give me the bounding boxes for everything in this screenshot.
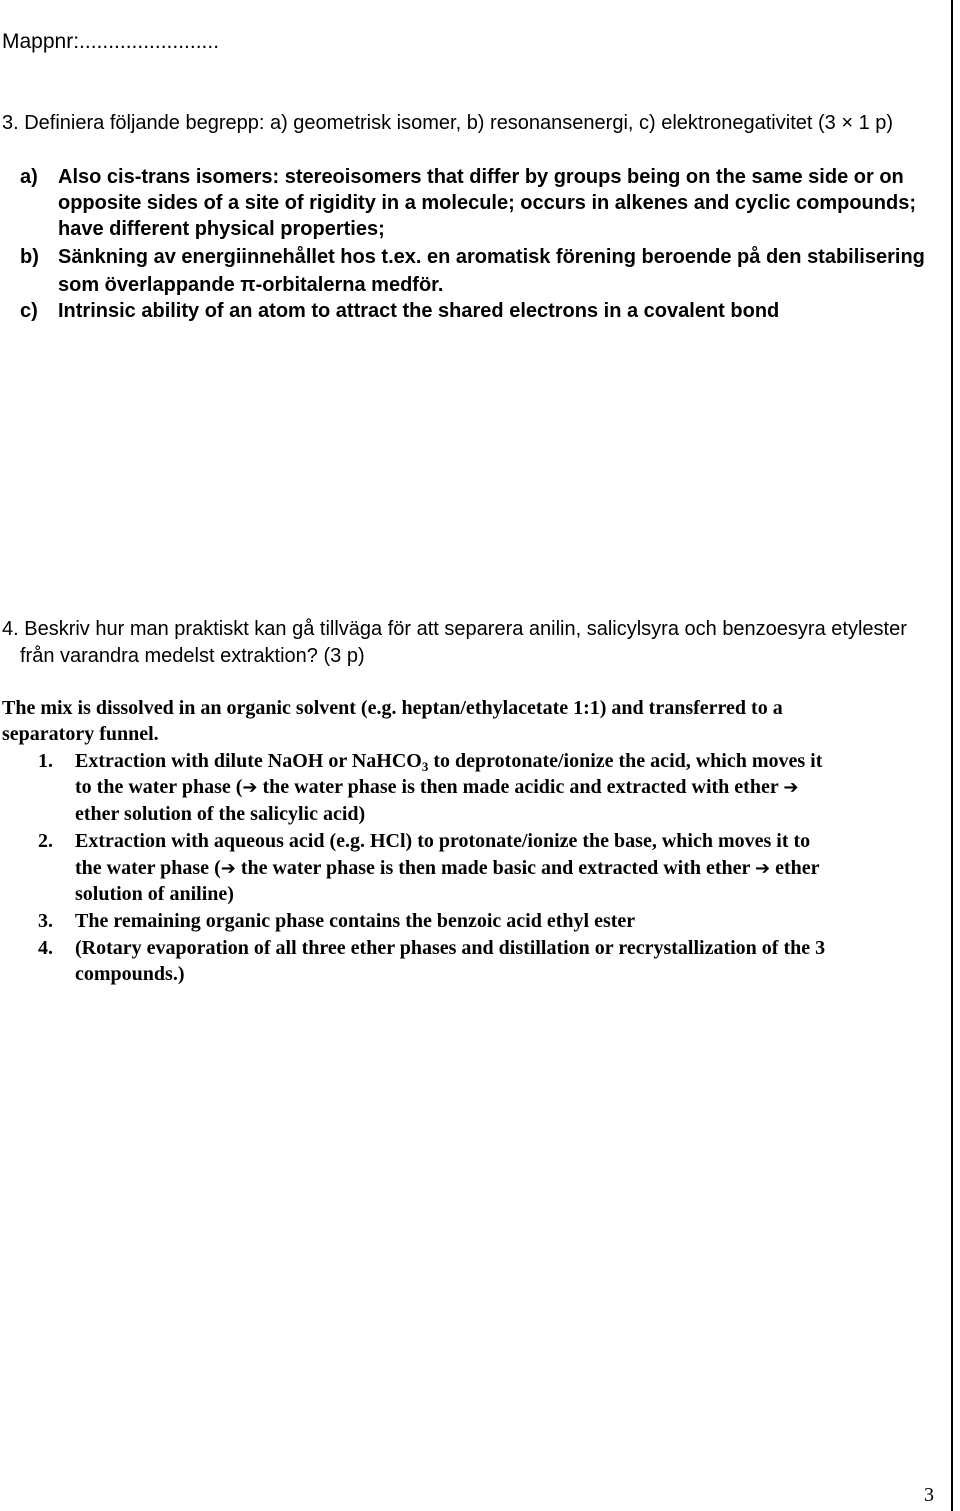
right-arrow-icon: ➔ (783, 777, 799, 798)
right-border-line (951, 0, 953, 1511)
step-4-text-a: (Rotary evaporation of all three ether phases and distillation or recrystallization of the 3 (75, 937, 826, 959)
step-1-text-b: to deprotonate/ionize the acid, which moves it (428, 750, 823, 772)
step-2-line-3: solution of aniline) (75, 883, 234, 905)
answer-a-label: a) (20, 166, 38, 188)
step-2-line-2 (75, 855, 820, 882)
answer-c-label: c) (20, 300, 38, 322)
step-2-text-d: ether (770, 857, 820, 879)
mappnr-field: Mappnr:........................ (2, 30, 220, 53)
step-3-line-1 (38, 908, 635, 934)
step-3-text: The remaining organic phase contains the benzoic acid ethyl ester (75, 910, 636, 932)
step-1-line-3: ether solution of the salicylic acid) (75, 803, 366, 825)
step-4-line-2: compounds.) (75, 963, 185, 985)
answer-a-line-3: have different physical properties; (58, 218, 385, 240)
answer-b-line-2: som överlappande π-orbitalerna medför. (58, 274, 444, 296)
question-4-prompt-line-2: från varandra medelst extraktion? (3 p) (20, 645, 365, 667)
right-arrow-icon: ➔ (242, 777, 258, 798)
answer-b-text-1: Sänkning av energiinnehållet hos t.ex. en aromatisk förening beroende på den stabilisering (58, 246, 925, 268)
answer-b-line-1 (20, 244, 925, 270)
step-4-line-1 (38, 935, 825, 961)
step-2-text-c: the water phase is then made basic and extracted with ether (235, 857, 756, 879)
step-1-text-c: to the water phase ( (75, 776, 243, 798)
question-3-prompt: 3. Definiera följande begrepp: a) geometrisk isomer, b) resonansenergi, c) elektronegativitet (3 × 1 p) (2, 112, 894, 134)
answer-intro-line-2: separatory funnel. (2, 723, 159, 745)
step-1-text-a: Extraction with dilute NaOH or NaHCO (75, 750, 422, 772)
question-4-prompt-line-1: 4. Beskriv hur man praktiskt kan gå tillväga för att separera anilin, salicylsyra och benzoesyra etylester (2, 618, 907, 640)
page-number: 3 (924, 1484, 934, 1506)
step-1-subscript: 3 (421, 759, 429, 774)
step-2-text-b: the water phase ( (75, 857, 221, 879)
right-arrow-icon: ➔ (220, 858, 236, 879)
answer-intro-line-1: The mix is dissolved in an organic solvent (e.g. heptan/ethylacetate 1:1) and transferred to a (2, 697, 783, 719)
step-4-number: 4. (38, 937, 53, 959)
step-3-number: 3. (38, 910, 53, 932)
step-1-line-2 (75, 774, 798, 801)
answer-c-text-1: Intrinsic ability of an atom to attract the shared electrons in a covalent bond (58, 300, 780, 322)
step-2-number: 2. (38, 830, 53, 852)
step-2-text-a: Extraction with aqueous acid (e.g. HCl) to protonate/ionize the base, which moves it to (75, 830, 811, 852)
answer-a-text-1: Also cis-trans isomers: stereoisomers that differ by groups being on the same side or on (58, 166, 904, 188)
right-arrow-icon: ➔ (755, 858, 771, 879)
step-2-line-1 (38, 828, 810, 854)
answer-a-line-1 (20, 164, 904, 190)
step-1-number: 1. (38, 750, 53, 772)
answer-c-line-1 (20, 298, 779, 324)
step-1-line-1 (38, 748, 822, 774)
answer-a-line-2: opposite sides of a site of rigidity in a molecule; occurs in alkenes and cyclic compounds; (58, 192, 916, 214)
step-1-text-d: the water phase is then made acidic and extracted with ether (257, 776, 784, 798)
answer-b-label: b) (20, 246, 39, 268)
